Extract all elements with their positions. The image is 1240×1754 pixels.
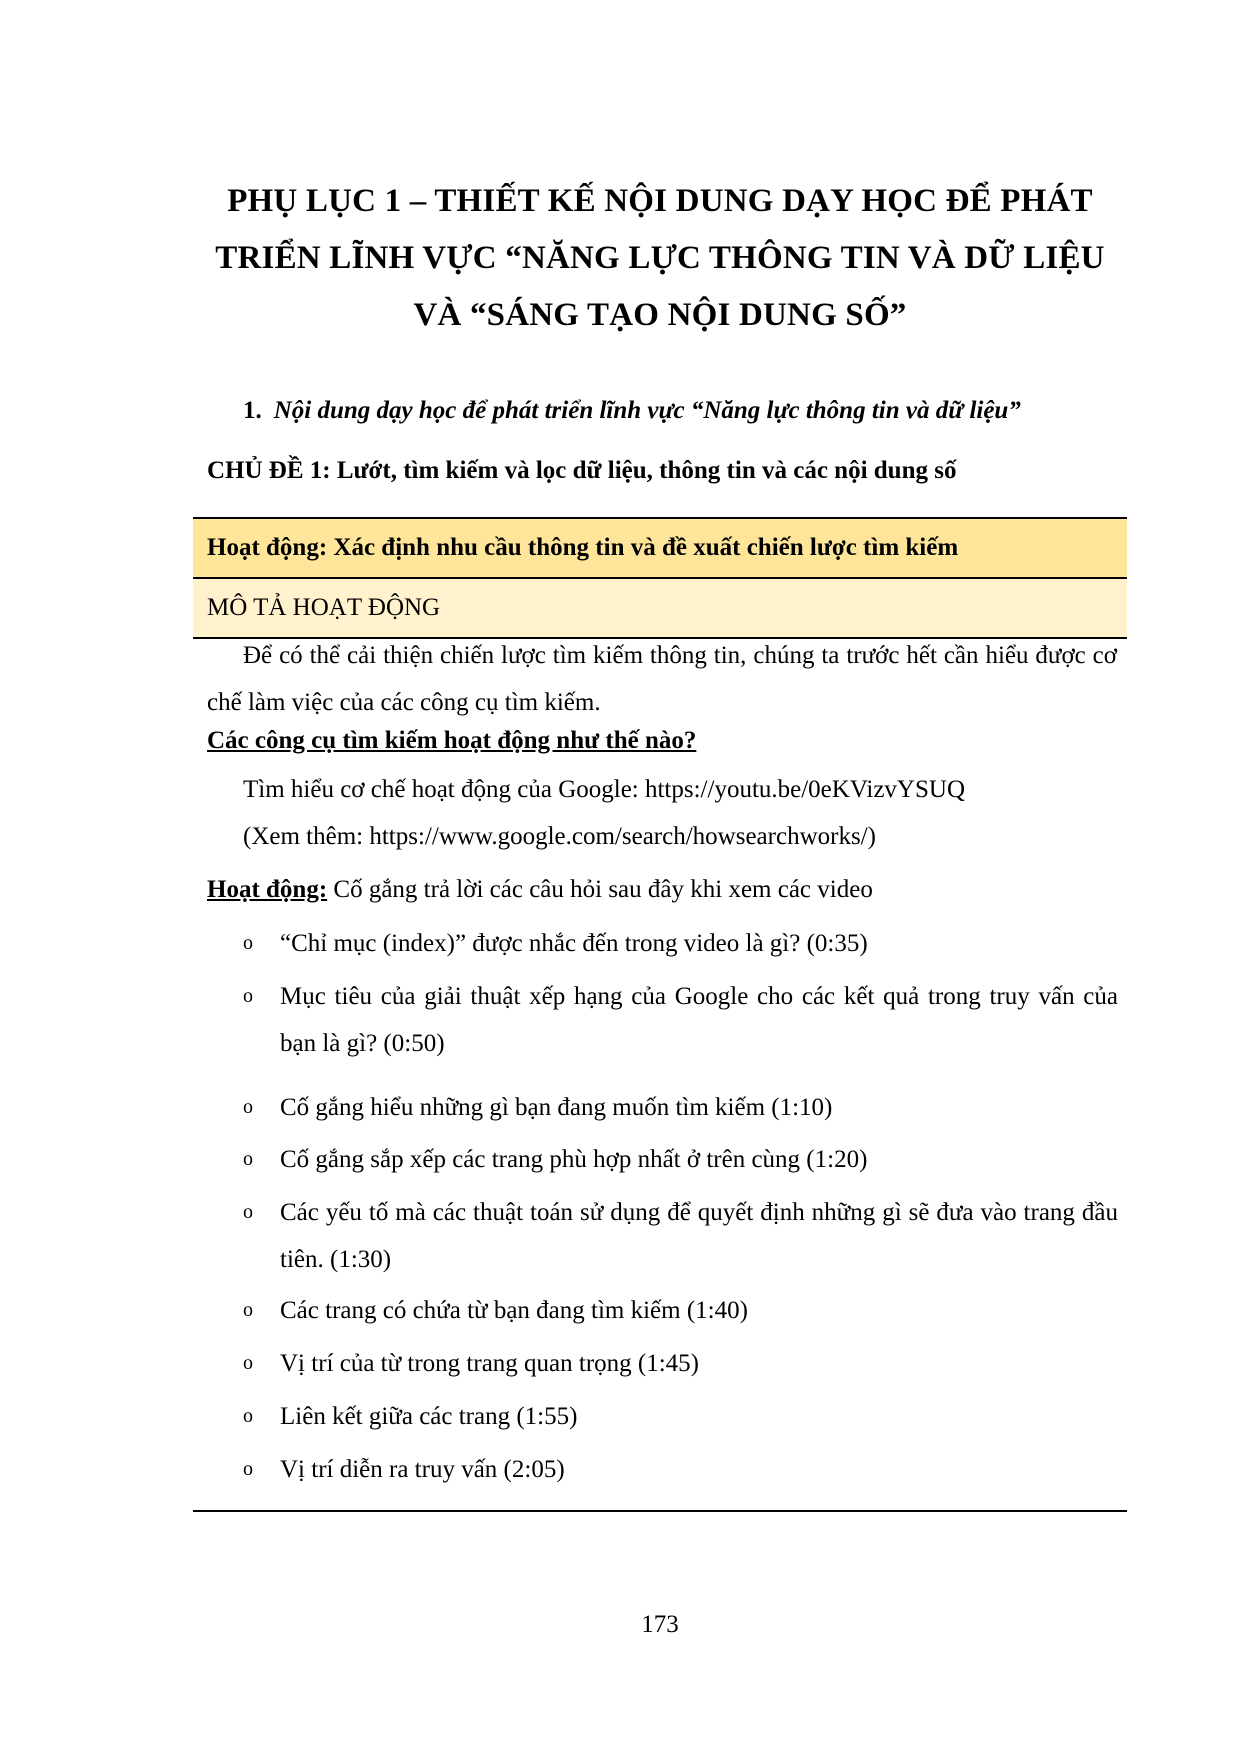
list-item (243, 1393, 1118, 1440)
list-item (243, 1136, 1118, 1183)
activity-title: Hoạt động: Xác định nhu cầu thông tin và đề xuất chiến lược tìm kiếm (207, 534, 959, 561)
list-item-text: Liên kết giữa các trang (1:55) (280, 1403, 578, 1430)
video-link-line[interactable]: Tìm hiểu cơ chế hoạt động của Google: https://youtu.be/0eKVizvYSUQ (243, 776, 965, 803)
page-number: 173 (641, 1611, 679, 1638)
list-item-text: Các yếu tố mà các thuật toán sử dụng để quyết định những gì sẽ đưa vào trang đầu tiên. (1:30) (280, 1199, 1118, 1273)
circle-bullet-icon: o (243, 1405, 253, 1427)
topic-heading: CHỦ ĐỀ 1: Lướt, tìm kiếm và lọc dữ liệu, thông tin và các nội dung số (207, 457, 957, 484)
circle-bullet-icon: o (243, 1299, 253, 1321)
list-item (243, 1340, 1118, 1387)
list-item (243, 920, 1118, 967)
list-item-text: Vị trí của từ trong trang quan trọng (1:45) (280, 1350, 700, 1377)
list-item (243, 973, 1118, 1067)
question-heading: Các công cụ tìm kiếm hoạt động như thế nào? (207, 727, 697, 754)
activity-table (193, 517, 1127, 639)
circle-bullet-icon: o (243, 985, 253, 1007)
list-item-text: “Chỉ mục (index)” được nhắc đến trong video là gì? (0:35) (280, 930, 868, 957)
title-line-3: VÀ “SÁNG TẠO NỘI DUNG SỐ” (413, 297, 907, 333)
list-item (243, 1189, 1118, 1283)
section-heading-text: Nội dung dạy học để phát triển lĩnh vực “Năng lực thông tin và dữ liệu” (273, 397, 1021, 424)
circle-bullet-icon: o (243, 932, 253, 954)
circle-bullet-icon: o (243, 1352, 253, 1374)
bottom-divider (193, 1510, 1127, 1512)
activity-label: Hoạt động: (207, 876, 328, 903)
intro-paragraph (207, 632, 1117, 726)
circle-bullet-icon: o (243, 1148, 253, 1170)
circle-bullet-icon: o (243, 1096, 253, 1118)
activity-text: Cố gắng trả lời các câu hỏi sau đây khi xem các video (327, 876, 873, 903)
list-item-text: Cố gắng sắp xếp các trang phù hợp nhất ở trên cùng (1:20) (280, 1146, 868, 1173)
list-item (243, 1084, 1118, 1131)
list-item (243, 1446, 1118, 1493)
list-item (243, 1287, 1118, 1334)
reference-link-line[interactable]: (Xem thêm: https://www.google.com/search/howsearchworks/) (243, 823, 876, 850)
intro-paragraph-text: Để có thể cải thiện chiến lược tìm kiếm thông tin, chúng ta trước hết cần hiểu được cơ chế làm việc của các công cụ tìm kiếm. (207, 642, 1117, 716)
activity-description-label: MÔ TẢ HOẠT ĐỘNG (207, 594, 441, 621)
section-number: 1. (243, 397, 262, 424)
list-item-text: Mục tiêu của giải thuật xếp hạng của Google cho các kết quả trong truy vấn của bạn là gì? (0:50) (280, 983, 1118, 1057)
list-item-text: Vị trí diễn ra truy vấn (2:05) (280, 1456, 565, 1483)
activity-instruction (207, 876, 873, 904)
list-item-text: Các trang có chứa từ bạn đang tìm kiếm (1:40) (280, 1297, 748, 1324)
title-line-1: PHỤ LỤC 1 – THIẾT KẾ NỘI DUNG DẠY HỌC ĐỂ PHÁT (227, 183, 1093, 219)
page-title (190, 173, 1130, 344)
section-heading (243, 397, 1021, 425)
title-line-2: TRIỂN LĨNH VỰC “NĂNG LỰC THÔNG TIN VÀ DỮ LIỆU (215, 240, 1105, 276)
circle-bullet-icon: o (243, 1458, 253, 1480)
list-item-text: Cố gắng hiểu những gì bạn đang muốn tìm kiếm (1:10) (280, 1094, 833, 1121)
activity-table-header (193, 519, 1127, 579)
activity-table-subheader (193, 579, 1127, 639)
circle-bullet-icon: o (243, 1201, 253, 1223)
